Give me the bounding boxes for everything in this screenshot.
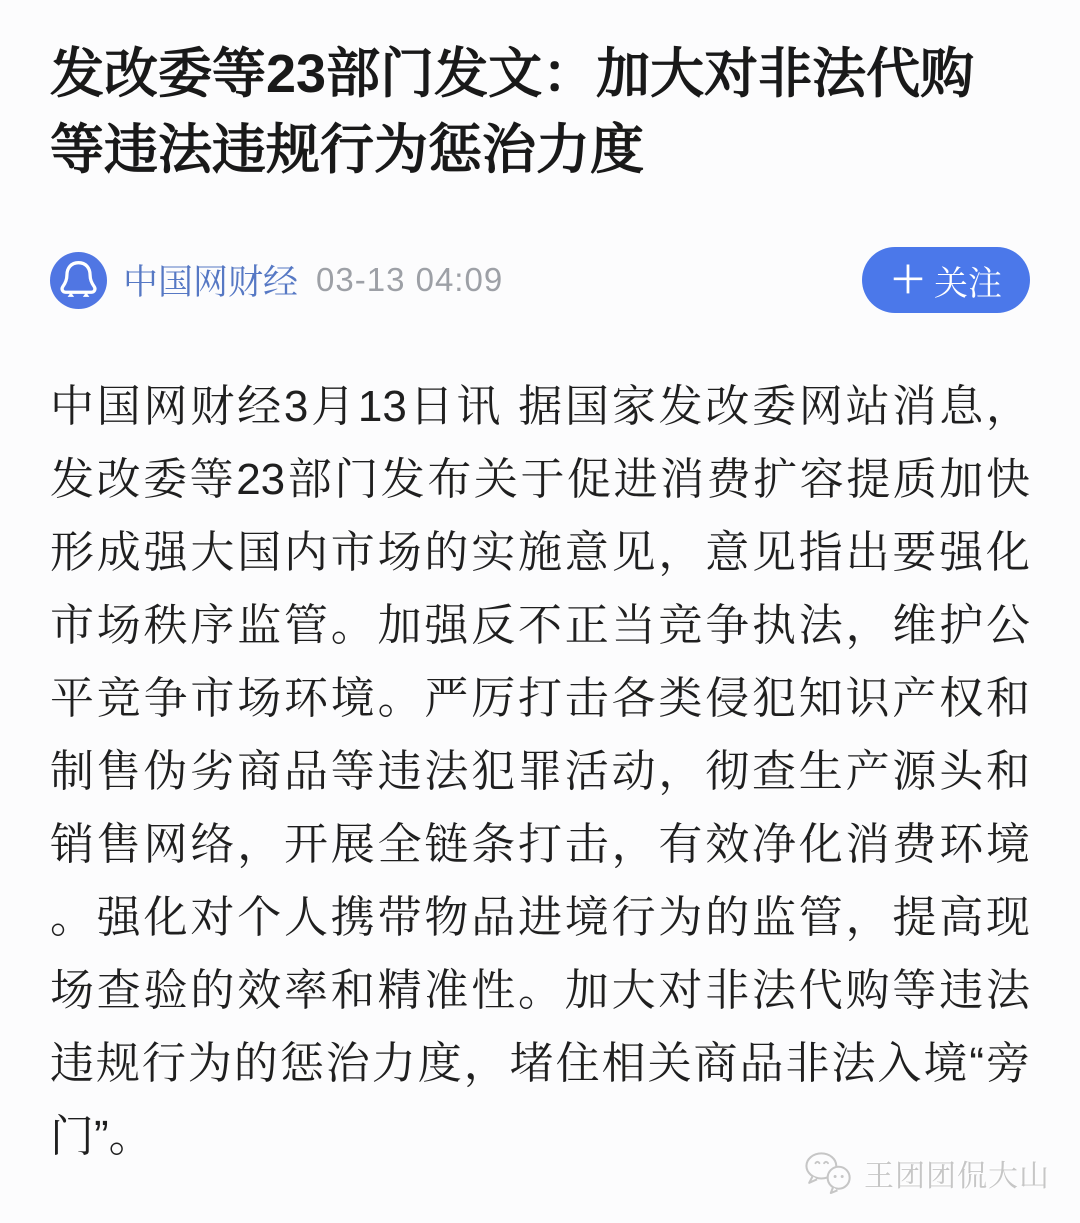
publisher-avatar[interactable] xyxy=(50,252,107,309)
body-line: 违规行为的惩治力度，堵住相关商品非法入境“旁 xyxy=(50,1039,1030,1088)
publish-time: 03-13 04:09 xyxy=(316,261,504,298)
body-line: 中国网财经3月13日讯 据国家发改委网站消息， xyxy=(50,382,1030,431)
body-line: 场查验的效率和精准性。加大对非法代购等违法 xyxy=(50,966,1030,1015)
body-line: 平竞争市场环境。严厉打击各类侵犯知识产权和 xyxy=(50,674,1030,723)
body-line: 市场秩序监管。加强反不正当竞争执法，维护公 xyxy=(50,601,1030,650)
watermark-text: 王团团侃大山 xyxy=(864,1160,1050,1193)
byline-row xyxy=(50,246,1030,314)
body-line: 制售伪劣商品等违法犯罪活动，彻查生产源头和 xyxy=(50,747,1030,796)
body-line: 销售网络，开展全链条打击，有效净化消费环境 xyxy=(50,820,1030,869)
publisher-name[interactable]: 中国网财经 xyxy=(123,263,299,302)
title-line: 发改委等23部门发文：加大对非法代购 xyxy=(50,44,975,104)
body-line: 发改委等23部门发布关于促进消费扩容提质加快 xyxy=(50,455,1030,504)
body-line: 形成强大国内市场的实施意见，意见指出要强化 xyxy=(50,528,1030,577)
body-line: 门”。 xyxy=(50,1112,153,1161)
article-body xyxy=(50,370,1030,1173)
qq-penguin-icon xyxy=(50,252,107,309)
plus-icon: ＋ xyxy=(889,259,926,300)
wechat-chat-bubbles-icon xyxy=(804,1151,856,1195)
body-line: 。强化对个人携带物品进境行为的监管，提高现 xyxy=(50,893,1030,942)
title-line: 等违法违规行为惩治力度 xyxy=(50,120,644,180)
watermark xyxy=(804,1151,1050,1195)
follow-button[interactable] xyxy=(862,247,1030,313)
follow-button-label: 关注 xyxy=(934,264,1002,303)
article-title xyxy=(50,0,1030,188)
